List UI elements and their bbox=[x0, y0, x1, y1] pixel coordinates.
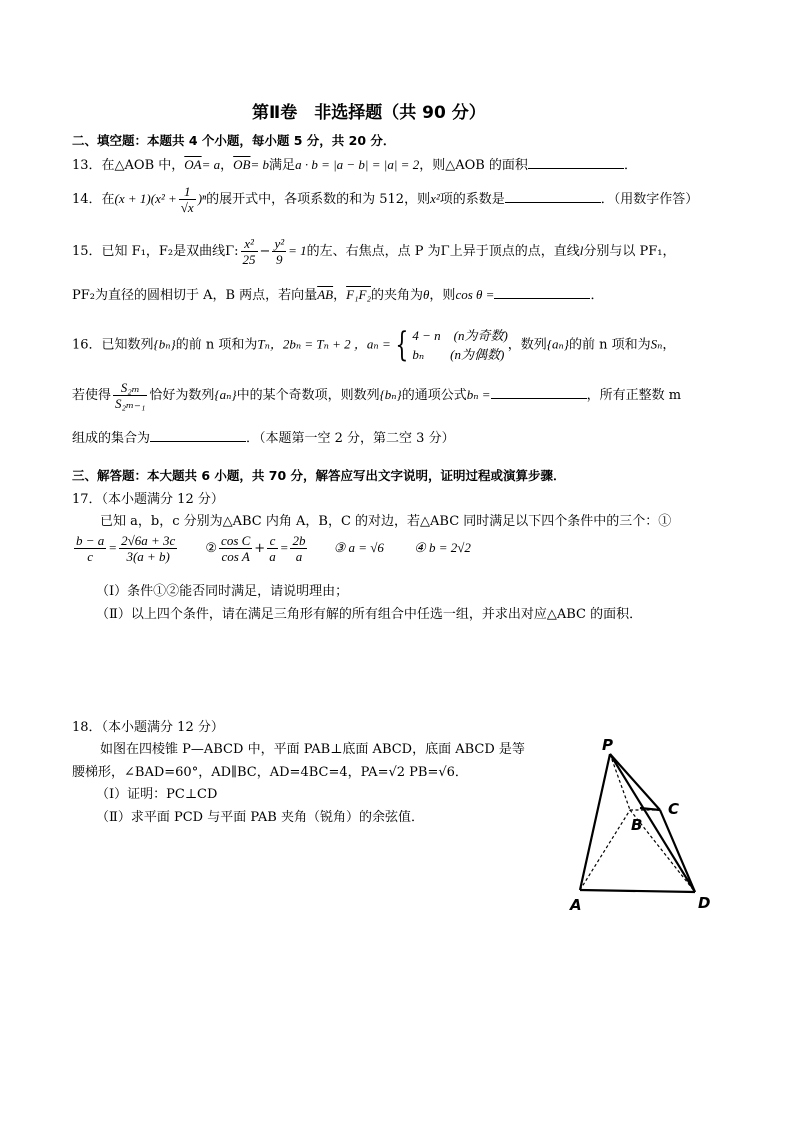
question-18-line1: 如图在四棱锥 P—ABCD 中，平面 PAB⊥底面 ABCD，底面 ABCD 是等 bbox=[100, 742, 525, 757]
answer-blank bbox=[150, 429, 246, 442]
label-D: D bbox=[698, 894, 711, 912]
answer-blank bbox=[505, 190, 601, 203]
question-18-part2: （Ⅱ）求平面 PCD 与平面 PAB 夹角（锐角）的余弦值． bbox=[96, 810, 424, 825]
question-16: 16．已知数列{bₙ}的前 n 项和为Tₙ，2bₙ = Tₙ + 2 ，aₙ = { 4 − n (n为奇数) bₙ (n为偶数) ，数列{aₙ}的前 n 项和为Sₙ， bbox=[72, 325, 676, 365]
question-17-part2: （Ⅱ）以上四个条件，请在满足三角形有解的所有组合中任选一组，并求出对应△ABC 的面积． bbox=[96, 607, 643, 622]
section-solutions-heading: 三、解答题：本大题共 6 小题，共 70 分，解答应写出文字说明，证明过程或演算步骤． bbox=[72, 468, 566, 483]
label-B: B bbox=[631, 816, 643, 834]
page-title: 第Ⅱ卷 非选择题（共 90 分） bbox=[252, 103, 486, 123]
question-18-part1: （Ⅰ）证明：PC⊥CD bbox=[96, 787, 218, 802]
question-18-head: 18．（本小题满分 12 分） bbox=[72, 720, 224, 735]
question-15: 15．已知 F₁，F₂是双曲线Γ: $\frac{\text{x²}}{25}$ − $\frac{\text{y²}}{9}$ = 1的左、右焦点，点 P 为Γ上异于顶点的点，直线l分别与以 PF₁， bbox=[72, 236, 676, 267]
label-C: C bbox=[668, 800, 680, 818]
label-A: A bbox=[570, 896, 582, 914]
question-16-line3: 组成的集合为 ．（本题第一空 2 分，第二空 3 分） bbox=[72, 431, 455, 446]
answer-blank bbox=[494, 286, 590, 299]
section-fill-in-heading: 二、填空题：本题共 4 个小题，每小题 5 分，共 20 分． bbox=[72, 133, 396, 148]
question-16-line2: 若使得 $\frac{\text{S₂ₘ}}{\text{S₂ₘ₋₁}}$ 恰好为数列{aₙ}中的某个奇数项，则数列{bₙ}的通项公式bₙ = ，所有正整数 m bbox=[72, 380, 682, 411]
question-18-line2: 腰梯形，∠BAD=60°，AD∥BC，AD=4BC=4，PA=√2 PB=√6． bbox=[72, 765, 468, 780]
question-17-head: 17．（本小题满分 12 分） bbox=[72, 492, 224, 507]
answer-blank bbox=[528, 156, 624, 169]
question-17-conditions: $\frac{b - a}{c}$ = $\frac{2√6a + 3c}{3(a + b)}$ ② $\frac{\text{cos C}}{\text{cos A}}$ + $\frac{c}{a}$ = $\frac{2b}{a}$ ③ a = √6 ④ b = 2√2 bbox=[76, 533, 471, 564]
question-13: 13．在△AOB 中，$\overline{OA}= a$，$\overline{OB}= b$满足a · b = |a − b| = |a| = 2，则△AOB 的面积 ． bbox=[72, 157, 637, 173]
label-P: P bbox=[602, 736, 613, 754]
question-14: 14．在(x + 1)(x² + $\frac{1}{√x}$ )ⁿ的展开式中，各项系数的和为 512，则x²项的系数是 ．（用数字作答） bbox=[72, 184, 699, 215]
pyramid-figure bbox=[548, 730, 728, 916]
answer-blank bbox=[491, 386, 587, 399]
question-15-line2: PF₂为直径的圆相切于 A，B 两点，若向量$\overline{AB}$，F₁F₂的夹角为θ，则cos θ = ． bbox=[72, 287, 604, 303]
question-17-intro: 已知 a，b，c 分别为△ABC 内角 A，B，C 的对边，若△ABC 同时满足以下四个条件中的三个：① bbox=[100, 514, 672, 529]
question-17-part1: （Ⅰ）条件①②能否同时满足，请说明理由； bbox=[96, 584, 349, 599]
